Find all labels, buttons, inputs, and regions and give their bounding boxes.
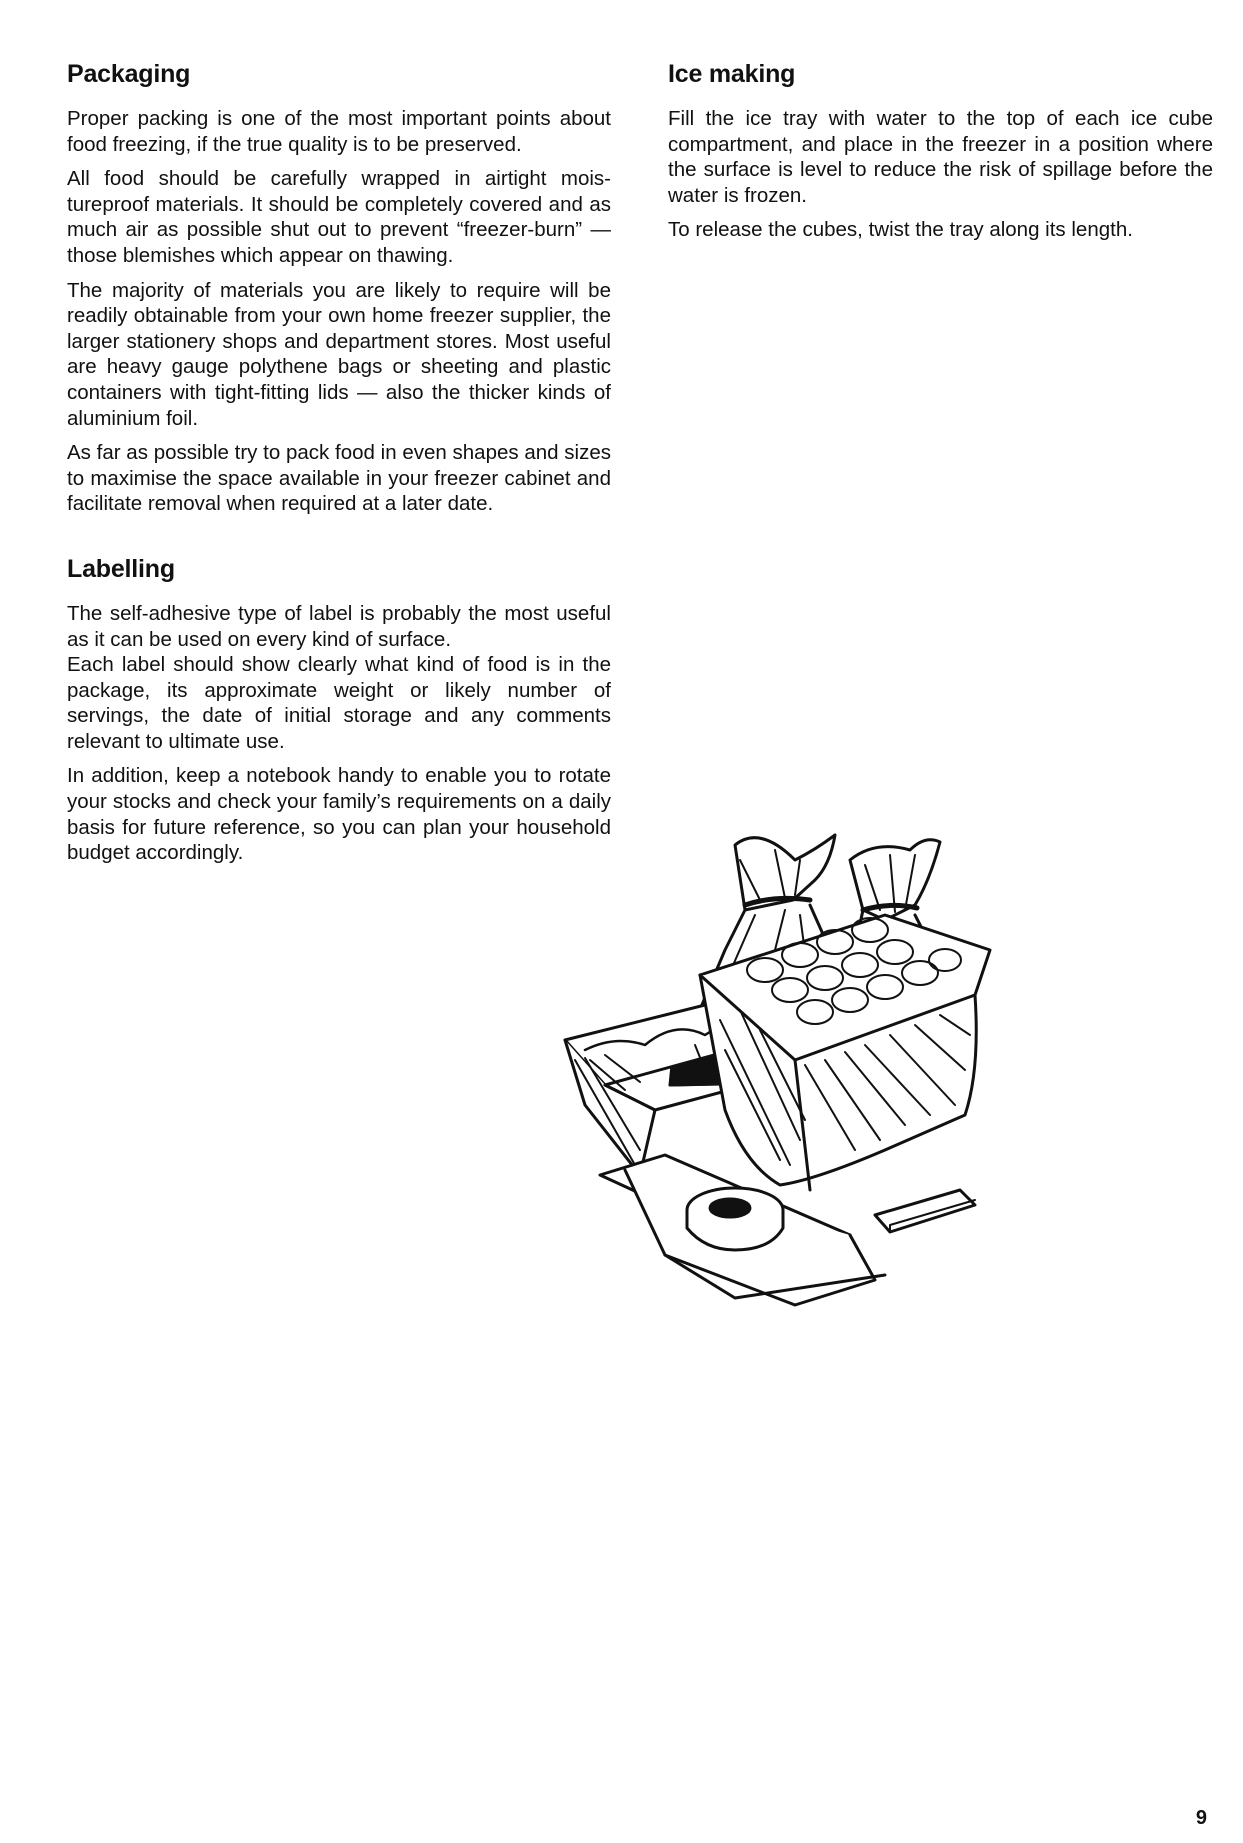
labelling-heading: Labelling xyxy=(67,554,175,583)
ice-making-paragraph: To release the cubes, twist the tray along its length. xyxy=(668,218,1133,242)
packaging-paragraph: All food should be carefully wrapped in airtight moistureproof materials. It should be completely covered and as much air as possible shut out to prevent “freezer-burn” — those blemishes which appear on thawing. xyxy=(67,167,611,267)
ice-making-heading: Ice making xyxy=(668,60,796,88)
labelling-paragraph: In addition, keep a notebook handy to enable you to rotate your stocks and check your family’s requirements on a daily basis for future reference, so you can plan your household budget accordingly. xyxy=(67,764,611,865)
packaging-paragraph: The majority of materials you are likely to require will be readily obtainable from your own home freezer supplier, the larger stationery shops and department stores. Most useful are heavy gauge polythene bags or sheeting and plastic containers with tight-fitting lids — also the thicker kinds of aluminium foil. xyxy=(67,278,611,430)
labelling-paragraph: Each label should show clearly what kind of food is in the package, its approximate weight or likely number of servings, the date of initial storage and any comments relevant to ultimate use. xyxy=(67,653,611,753)
packaging-paragraph: Proper packing is one of the most important points about food freezing, if the true quality is to be preserved. xyxy=(67,107,611,156)
packaging-heading: Packaging xyxy=(67,60,191,88)
ice-making-section xyxy=(668,60,1213,243)
tape-roll-icon xyxy=(687,1188,783,1250)
ice-making-paragraph: Fill the ice tray with water to the top of each ice cube compartment, and place in the freezer in a position where the surface is level to reduce the risk of spillage before the water is frozen. xyxy=(668,107,1213,207)
packaging-paragraph: As far as possible try to pack food in even shapes and sizes to maximise the space available in your freezer cabinet and facilitate removal when required at a later date. xyxy=(67,441,611,516)
packaging-section xyxy=(67,60,611,517)
ice-tray-icon xyxy=(700,915,990,1190)
right-column xyxy=(668,60,1213,252)
left-column xyxy=(67,60,611,875)
freezer-packaging-illustration-icon xyxy=(545,820,1165,1520)
labelling-section xyxy=(67,555,611,866)
label-strip-icon xyxy=(875,1190,975,1232)
labelling-paragraph: The self-adhesive type of label is probably the most useful as it can be used on every kind of surface. xyxy=(67,601,611,651)
page-number: 9 xyxy=(1195,1807,1207,1829)
